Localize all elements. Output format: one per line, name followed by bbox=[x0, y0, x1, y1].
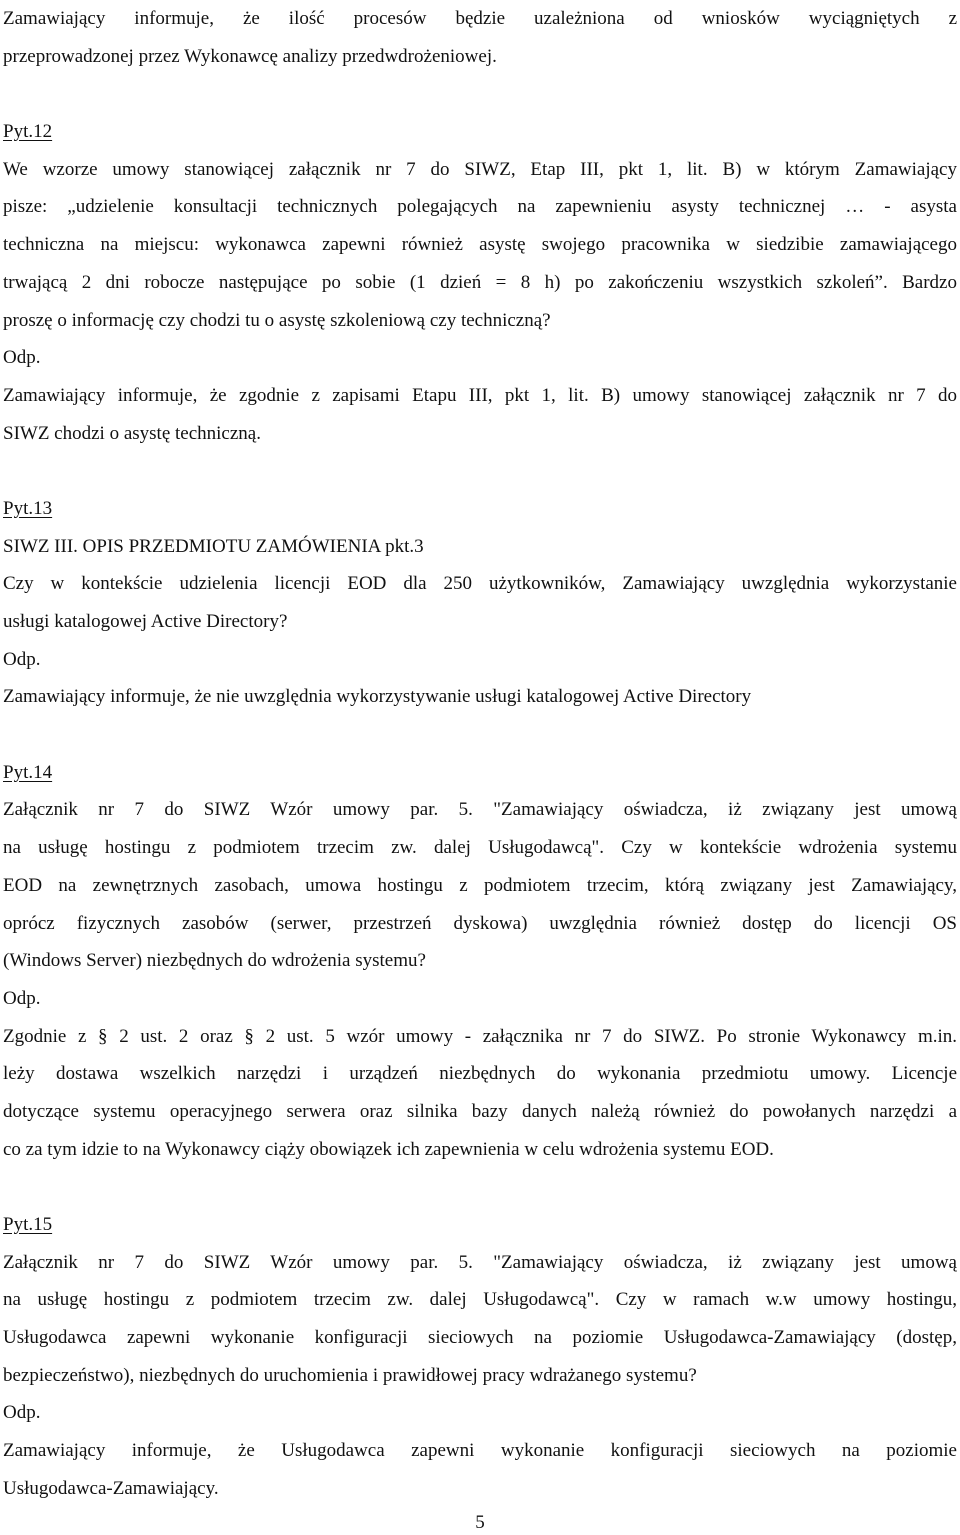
text-line: usługi katalogowej Active Directory? bbox=[3, 611, 288, 632]
text-line: techniczna na miejscu: wykonawca zapewni również asystę swojego pracownika w siedzibie zamawiającego bbox=[3, 234, 957, 256]
text-line: Czy w kontekście udzielenia licencji EOD dla 250 użytkowników, Zamawiający uwzględnia wykorzystanie bbox=[3, 573, 957, 595]
blank-line bbox=[3, 716, 957, 754]
document-page bbox=[3, 0, 957, 1508]
text-line: bezpieczeństwo), niezbędnych do uruchomienia i prawidłowej pracy wdrażanego systemu? bbox=[3, 1364, 697, 1386]
paragraph bbox=[3, 377, 957, 452]
paragraph bbox=[3, 1244, 957, 1395]
text-line: Odp. bbox=[3, 347, 41, 369]
text-line: Odp. bbox=[3, 987, 41, 1009]
paragraph bbox=[3, 1018, 957, 1169]
text-line: oprócz fizycznych zasobów (serwer, przestrzeń dyskowa) uwzględnia również dostęp do licencji OS bbox=[3, 912, 957, 934]
text-line: Zamawiający informuje, że zgodnie z zapisami Etapu III, pkt 1, lit. B) umowy stanowiącej załącznik nr 7 do bbox=[3, 384, 957, 406]
heading-line bbox=[3, 113, 957, 151]
text-line: przeprowadzonej przez Wykonawcę analizy przedwdrożeniowej. bbox=[3, 45, 497, 67]
question-heading: Pyt.15 bbox=[3, 1214, 53, 1235]
text-line: pisze: „udzielenie konsultacji technicznych polegających na zapewnieniu asysty technicznej … - asysta bbox=[3, 196, 957, 218]
text-line: dotyczące systemu operacyjnego serwera oraz silnika bazy danych należą również do powołanych narzędzi a bbox=[3, 1100, 957, 1122]
text-line: Zgodnie z § 2 ust. 2 oraz § 2 ust. 5 wzór umowy - załącznika nr 7 do SIWZ. Po stronie Wykonawcy m.in. bbox=[3, 1025, 957, 1047]
text-line: EOD na zewnętrznych zasobach, umowa hostingu z podmiotem trzecim, którą związany jest Zamawiający, bbox=[3, 874, 957, 896]
text-line: Odp. bbox=[3, 1402, 41, 1424]
paragraph bbox=[3, 0, 957, 75]
question-heading: Pyt.12 bbox=[3, 121, 53, 143]
paragraph bbox=[3, 151, 957, 339]
paragraph bbox=[3, 791, 957, 979]
paragraph bbox=[3, 678, 957, 716]
text-line: Zamawiający informuje, że Usługodawca zapewni wykonanie konfiguracji sieciowych na poziomie bbox=[3, 1440, 957, 1462]
text-line: SIWZ III. OPIS PRZEDMIOTU ZAMÓWIENIA pkt.3 bbox=[3, 535, 424, 557]
text-line: Usługodawca zapewni wykonanie konfiguracji sieciowych na poziomie Usługodawca-Zamawiający (dostęp, bbox=[3, 1327, 957, 1349]
page-number: 5 bbox=[475, 1512, 485, 1533]
paragraph bbox=[3, 339, 957, 377]
text-line: Załącznik nr 7 do SIWZ Wzór umowy par. 5. "Zamawiający oświadcza, iż związany jest umową bbox=[3, 799, 957, 821]
question-heading: Pyt.14 bbox=[3, 761, 53, 783]
text-line: Zamawiający informuje, że nie uwzględnia wykorzystywanie usługi katalogowej Active Directory bbox=[3, 686, 752, 708]
text-line: Usługodawca-Zamawiający. bbox=[3, 1477, 219, 1499]
paragraph bbox=[3, 528, 957, 566]
text-line: Odp. bbox=[3, 648, 41, 670]
text-line: na usługę hostingu z podmiotem trzecim zw. dalej Usługodawcą". Czy w kontekście wdrożenia systemu bbox=[3, 837, 957, 859]
heading-line bbox=[3, 754, 957, 792]
text-line: leży dostawa wszelkich narzędzi i urządzeń niezbędnych do wykonania przedmiotu umowy. Licencje bbox=[3, 1063, 957, 1085]
text-line: Zamawiający informuje, że ilość procesów będzie uzależniona od wniosków wyciągniętych z bbox=[3, 8, 957, 29]
text-line: We wzorze umowy stanowiącej załącznik nr 7 do SIWZ, Etap III, pkt 1, lit. B) w którym Zamawiający bbox=[3, 158, 957, 180]
blank-line bbox=[3, 75, 957, 113]
heading-line bbox=[3, 490, 957, 528]
text-line: proszę o informację czy chodzi tu o asystę szkoleniową czy techniczną? bbox=[3, 309, 551, 331]
heading-line bbox=[3, 1206, 957, 1244]
text-line: (Windows Server) niezbędnych do wdrożenia systemu? bbox=[3, 950, 426, 972]
text-line: trwającą 2 dni robocze następujące po sobie (1 dzień = 8 h) po zakończeniu wszystkich szkoleń”. Bardzo bbox=[3, 271, 957, 293]
text-line: na usługę hostingu z podmiotem trzecim zw. dalej Usługodawcą". Czy w ramach w.w umowy hostingu, bbox=[3, 1289, 957, 1311]
paragraph bbox=[3, 1432, 957, 1507]
text-line: co za tym idzie to na Wykonawcy ciąży obowiązek ich zapewnienia w celu wdrożenia systemu EOD. bbox=[3, 1138, 774, 1160]
paragraph bbox=[3, 980, 957, 1018]
blank-line bbox=[3, 452, 957, 490]
paragraph bbox=[3, 641, 957, 679]
text-line: SIWZ chodzi o asystę techniczną. bbox=[3, 422, 261, 444]
question-heading: Pyt.13 bbox=[3, 497, 53, 519]
blank-line bbox=[3, 1168, 957, 1206]
text-line: Załącznik nr 7 do SIWZ Wzór umowy par. 5. "Zamawiający oświadcza, iż związany jest umową bbox=[3, 1251, 957, 1273]
paragraph bbox=[3, 565, 957, 640]
paragraph bbox=[3, 1394, 957, 1432]
